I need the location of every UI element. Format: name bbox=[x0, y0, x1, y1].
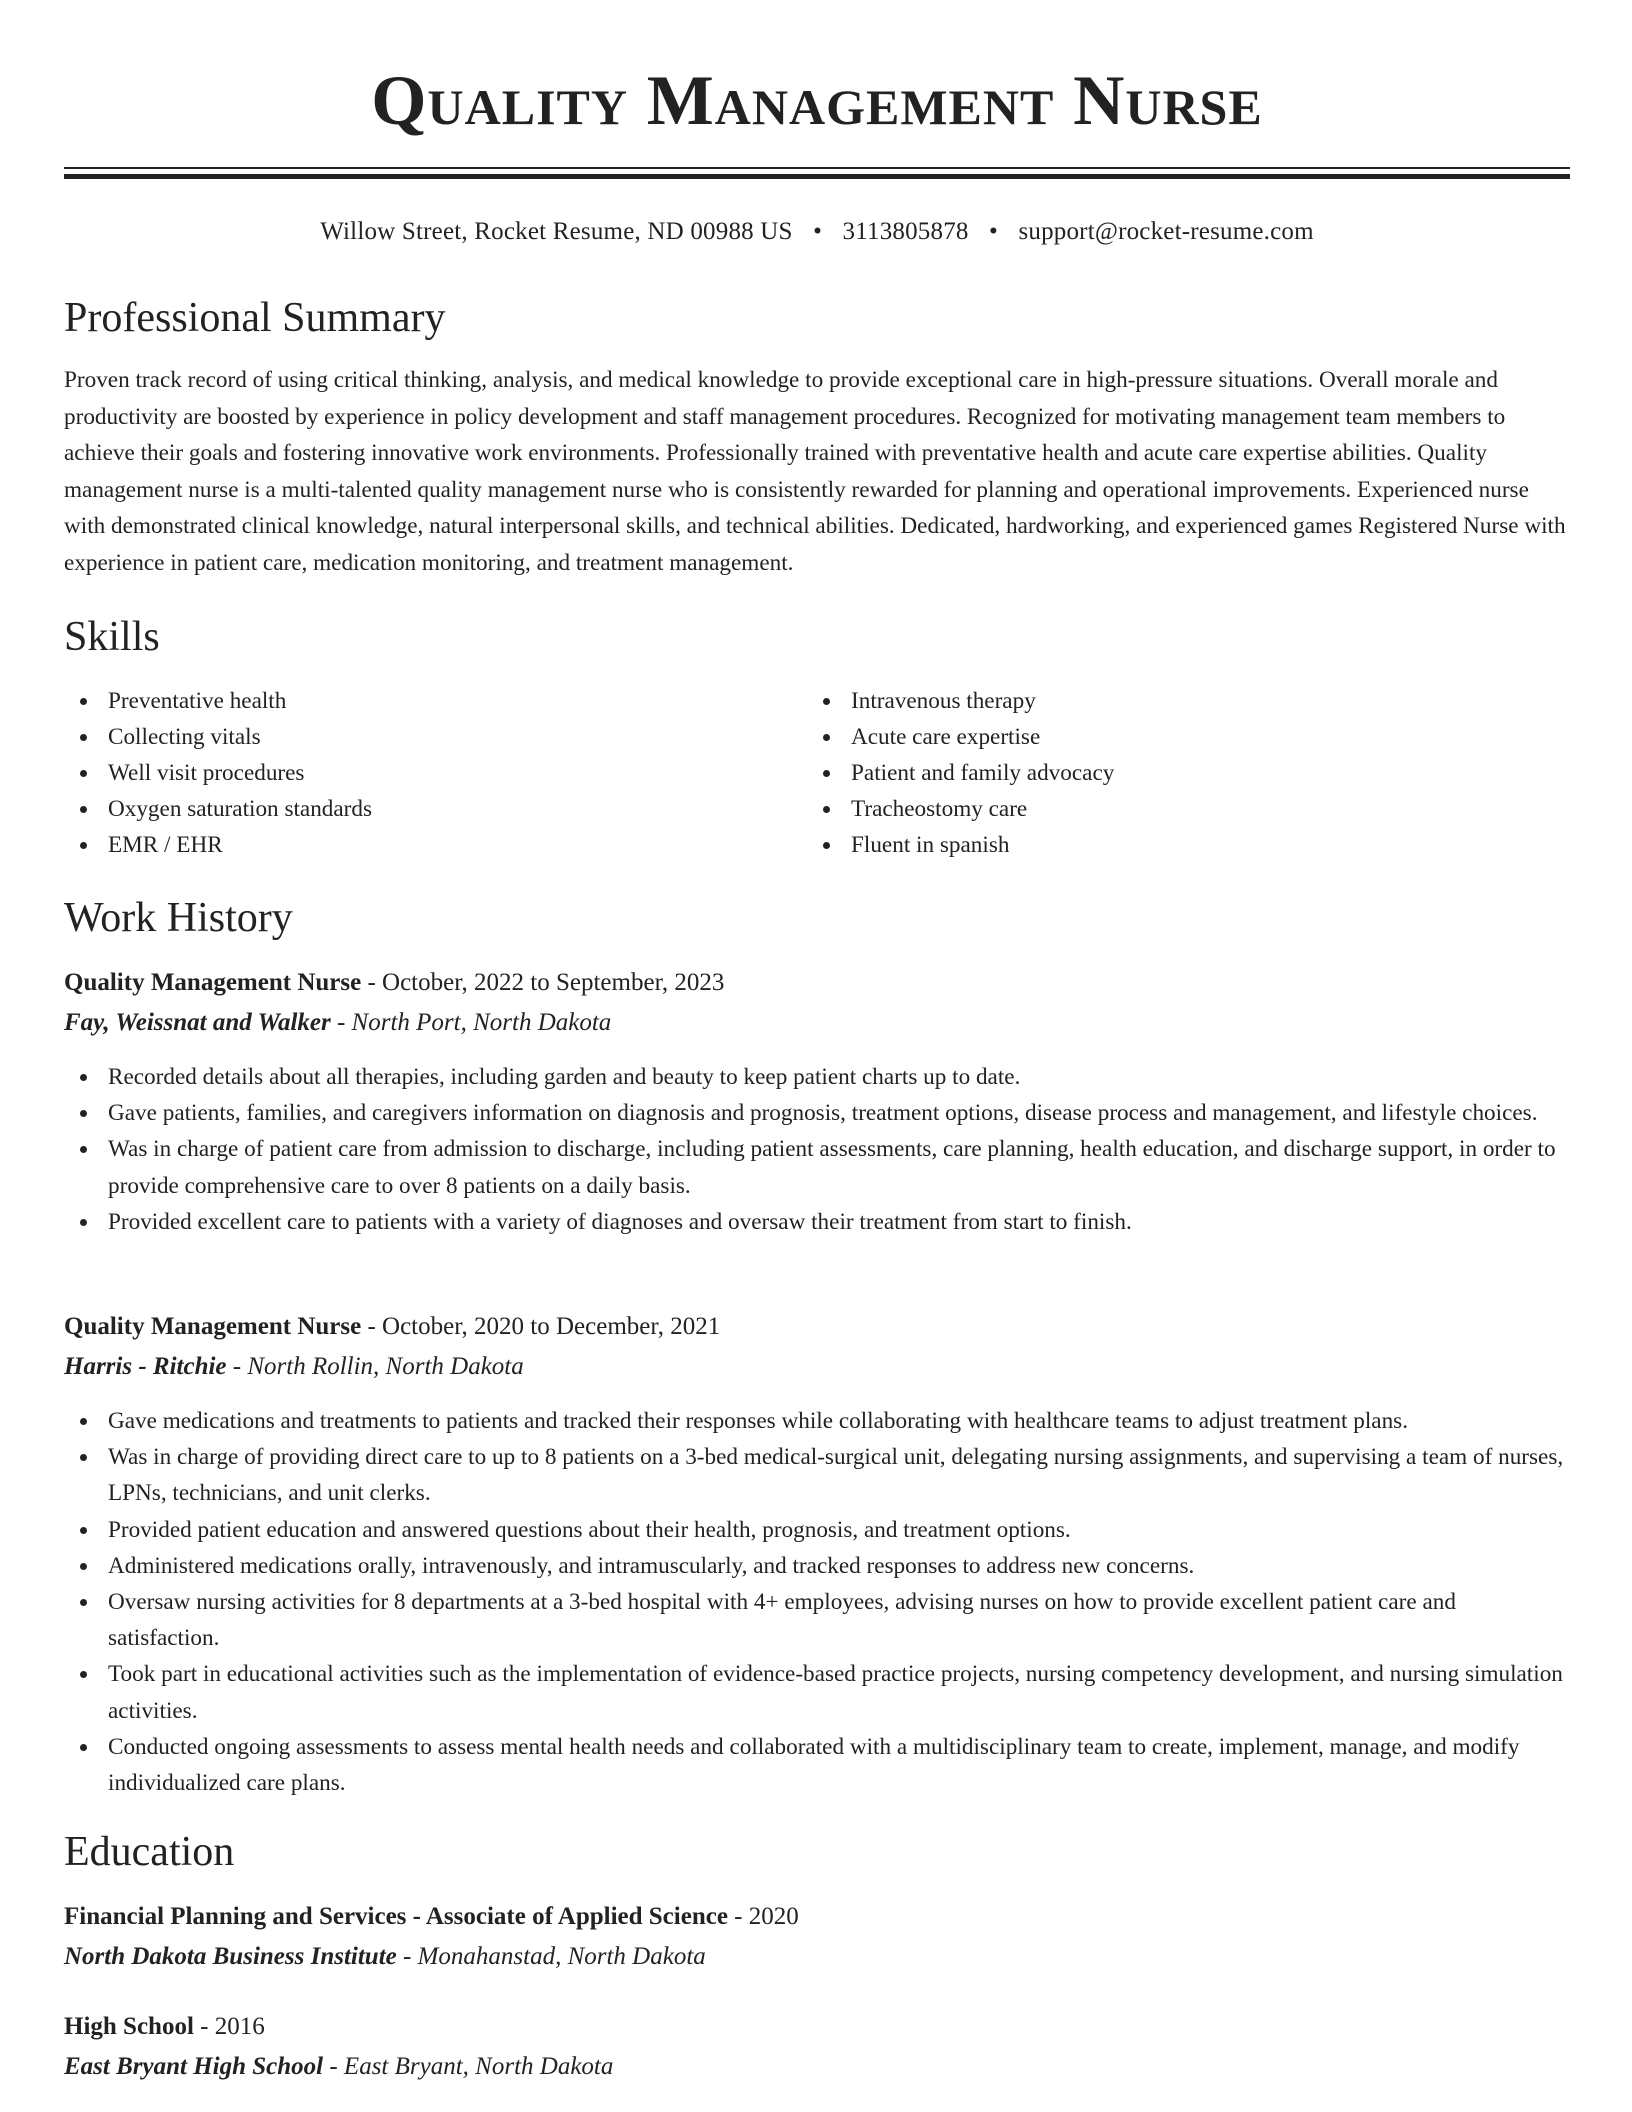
header-rule-thin bbox=[64, 167, 1570, 169]
work-history-heading: Work History bbox=[64, 895, 293, 941]
job-bullet: Took part in educational activities such as the implementation of evidence-based practice projects, nursing competency development, and nursing simulation activities. bbox=[64, 1656, 1570, 1728]
skills-list-right bbox=[807, 683, 1547, 863]
job-bullet: Provided excellent care to patients with a variety of diagnoses and oversaw their treatment from start to finish. bbox=[64, 1204, 1570, 1240]
job-company-line bbox=[64, 1350, 524, 1384]
job-bullet: Conducted ongoing assessments to assess mental health needs and collaborated with a multidisciplinary team to create, implement, manage, and modify individualized care plans. bbox=[64, 1729, 1570, 1801]
contact-separator: • bbox=[989, 218, 998, 245]
job-bullet: Recorded details about all therapies, including garden and beauty to keep patient charts up to date. bbox=[64, 1059, 1570, 1095]
skill-item: Preventative health bbox=[64, 683, 804, 719]
job-location: - North Port, North Dakota bbox=[330, 1009, 612, 1036]
skill-item: Well visit procedures bbox=[64, 755, 804, 791]
contact-line bbox=[64, 216, 1570, 248]
education-location: - East Bryant, North Dakota bbox=[323, 2053, 614, 2080]
education-degree-line bbox=[64, 1900, 799, 1934]
contact-separator: • bbox=[813, 218, 823, 245]
skill-item: Acute care expertise bbox=[807, 719, 1547, 755]
job-company-line bbox=[64, 1006, 611, 1040]
skill-item: EMR / EHR bbox=[64, 827, 804, 863]
education-degree: High School bbox=[64, 2013, 194, 2040]
education-school-line bbox=[64, 2050, 613, 2084]
education-school: North Dakota Business Institute bbox=[64, 1943, 397, 1970]
job-bullet: Gave medications and treatments to patients and tracked their responses while collaborating with healthcare teams to adjust treatment plans. bbox=[64, 1403, 1570, 1439]
education-location: - Monahanstad, North Dakota bbox=[396, 1943, 706, 1970]
education-degree-line bbox=[64, 2010, 265, 2044]
job-bullet: Administered medications orally, intravenously, and intramuscularly, and tracked responses to address new concerns. bbox=[64, 1548, 1570, 1584]
job-dates: - October, 2022 to September, 2023 bbox=[361, 969, 725, 996]
skills-heading: Skills bbox=[64, 614, 160, 660]
job-company: Fay, Weissnat and Walker bbox=[64, 1009, 331, 1036]
skill-item: Tracheostomy care bbox=[807, 791, 1547, 827]
job-location: - North Rollin, North Dakota bbox=[226, 1353, 524, 1380]
contact-phone: 3113805878 bbox=[842, 218, 969, 245]
skill-item: Collecting vitals bbox=[64, 719, 804, 755]
skill-item: Fluent in spanish bbox=[807, 827, 1547, 863]
education-heading: Education bbox=[64, 1829, 235, 1875]
job-title: Quality Management Nurse bbox=[64, 1313, 362, 1340]
contact-email: support@rocket-resume.com bbox=[1018, 218, 1314, 245]
skill-item: Patient and family advocacy bbox=[807, 755, 1547, 791]
summary-heading: Professional Summary bbox=[64, 295, 446, 341]
skill-item: Oxygen saturation standards bbox=[64, 791, 804, 827]
job-title-line bbox=[64, 966, 724, 1000]
education-degree: Financial Planning and Services - Associate of Applied Science bbox=[64, 1903, 728, 1930]
job-bullet: Was in charge of providing direct care to up to 8 patients on a 3-bed medical-surgical unit, delegating nursing assignments, and supervising a team of nurses, LPNs, technicians, and unit clerks. bbox=[64, 1439, 1570, 1511]
contact-address: Willow Street, Rocket Resume, ND 00988 US bbox=[320, 218, 793, 245]
job-bullet: Gave patients, families, and caregivers information on diagnosis and prognosis, treatment options, disease process and management, and lifestyle choices. bbox=[64, 1095, 1570, 1131]
education-school: East Bryant High School bbox=[64, 2053, 324, 2080]
job-title: Quality Management Nurse bbox=[64, 969, 362, 996]
skills-list-left bbox=[64, 683, 804, 863]
job-bullets bbox=[64, 1059, 1570, 1240]
job-bullets bbox=[64, 1403, 1570, 1801]
header-rule-thick bbox=[64, 174, 1570, 179]
education-school-line bbox=[64, 1940, 706, 1974]
job-title-line bbox=[64, 1310, 720, 1344]
education-year: - 2020 bbox=[727, 1903, 799, 1930]
job-dates: - October, 2020 to December, 2021 bbox=[361, 1313, 721, 1340]
job-bullet: Provided patient education and answered questions about their health, prognosis, and treatment options. bbox=[64, 1512, 1570, 1548]
candidate-name: Quality Management Nurse bbox=[371, 62, 1263, 140]
job-company: Harris - Ritchie bbox=[64, 1353, 227, 1380]
job-bullet: Oversaw nursing activities for 8 departments at a 3-bed hospital with 4+ employees, advising nurses on how to provide excellent patient care and satisfaction. bbox=[64, 1584, 1570, 1656]
job-bullet: Was in charge of patient care from admission to discharge, including patient assessments, care planning, health education, and discharge support, in order to provide comprehensive care to over 8 patients on a daily basis. bbox=[64, 1131, 1570, 1203]
summary-text: Proven track record of using critical thinking, analysis, and medical knowledge to provide exceptional care in high-pressure situations. Overall morale and productivity are boosted by experience in policy development and staff management procedures. Recognized for motivating management team members to achieve their goals and fostering innovative work environments. Professionally trained with preventative health and acute care expertise abilities. Quality management nurse is a multi-talented quality management nurse who is consistently rewarded for planning and operational improvements. Experienced nurse with demonstrated clinical knowledge, natural interpersonal skills, and technical abilities. Dedicated, hardworking, and experienced games Registered Nurse with experience in patient care, medication monitoring, and treatment management. bbox=[64, 367, 1566, 576]
education-year: - 2016 bbox=[193, 2013, 265, 2040]
skill-item: Intravenous therapy bbox=[807, 683, 1547, 719]
